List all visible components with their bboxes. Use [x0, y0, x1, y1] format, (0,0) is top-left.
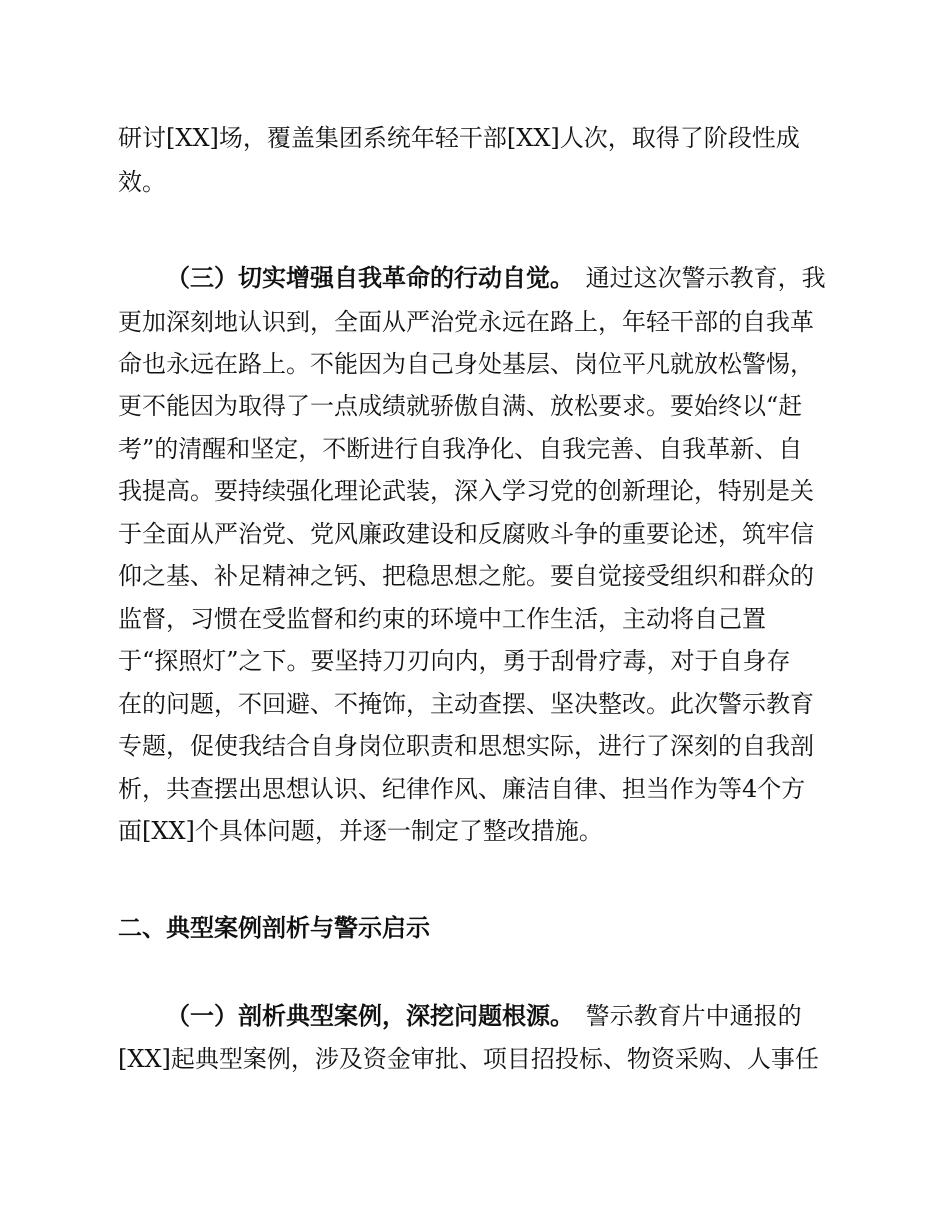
paragraph-line: 析，共查摆出思想认识、纪律作风、廉洁自律、担当作为等4个方 [118, 775, 806, 803]
paragraph-line: 在的问题，不回避、不掩饰，主动查摆、坚决整改。此次警示教育 [118, 690, 814, 718]
paragraph-line: 我提高。要持续强化理论武装，深入学习党的创新理论，特别是关 [118, 477, 814, 505]
paragraph-line: 监督，习惯在受监督和约束的环境中工作生活，主动将自己置 [118, 605, 766, 633]
paragraph-first-line [166, 262, 834, 294]
subsection-heading: （三）切实增强自我革命的行动自觉。 [166, 264, 574, 292]
paragraph-line: 更不能因为取得了一点成绩就骄傲自满、放松要求。要始终以“赶 [118, 392, 803, 420]
paragraph-line: 于全面从严治党、党风廉政建设和反腐败斗争的重要论述，筑牢信 [118, 520, 814, 548]
paragraph-first-line [166, 1000, 834, 1032]
subsection-heading: （一）剖析典型案例，深挖问题根源。 [166, 1002, 574, 1030]
paragraph-line: 考”的清醒和坚定，不断进行自我净化、自我完善、自我革新、自 [118, 435, 803, 463]
paragraph-line: 专题，促使我结合自身岗位职责和思想实际，进行了深刻的自我剖 [118, 732, 814, 760]
paragraph-line: 面[XX]个具体问题，并逐一制定了整改措施。 [118, 817, 603, 845]
paragraph-line: 研讨[XX]场，覆盖集团系统年轻干部[XX]人次，取得了阶段性成 [118, 124, 800, 152]
paragraph-text: 警示教育片中通报的 [585, 1002, 802, 1030]
paragraph-line: 命也永远在路上。不能因为自己身处基层、岗位平凡就放松警惕， [118, 350, 814, 378]
paragraph-text: 通过这次警示教育，我 [585, 264, 826, 292]
paragraph-line: 效。 [118, 168, 166, 196]
paragraph-line: [XX]起典型案例，涉及资金审批、项目招投标、物资采购、人事任 [118, 1045, 819, 1073]
section-heading: 二、典型案例剖析与警示启示 [118, 914, 430, 942]
paragraph-line: 于“探照灯”之下。要坚持刀刃向内，勇于刮骨疗毒，对于自身存 [118, 647, 791, 675]
paragraph-line: 仰之基、补足精神之钙、把稳思想之舵。要自觉接受组织和群众的 [118, 562, 814, 590]
paragraph-line: 更加深刻地认识到，全面从严治党永远在路上，年轻干部的自我革 [118, 308, 814, 336]
